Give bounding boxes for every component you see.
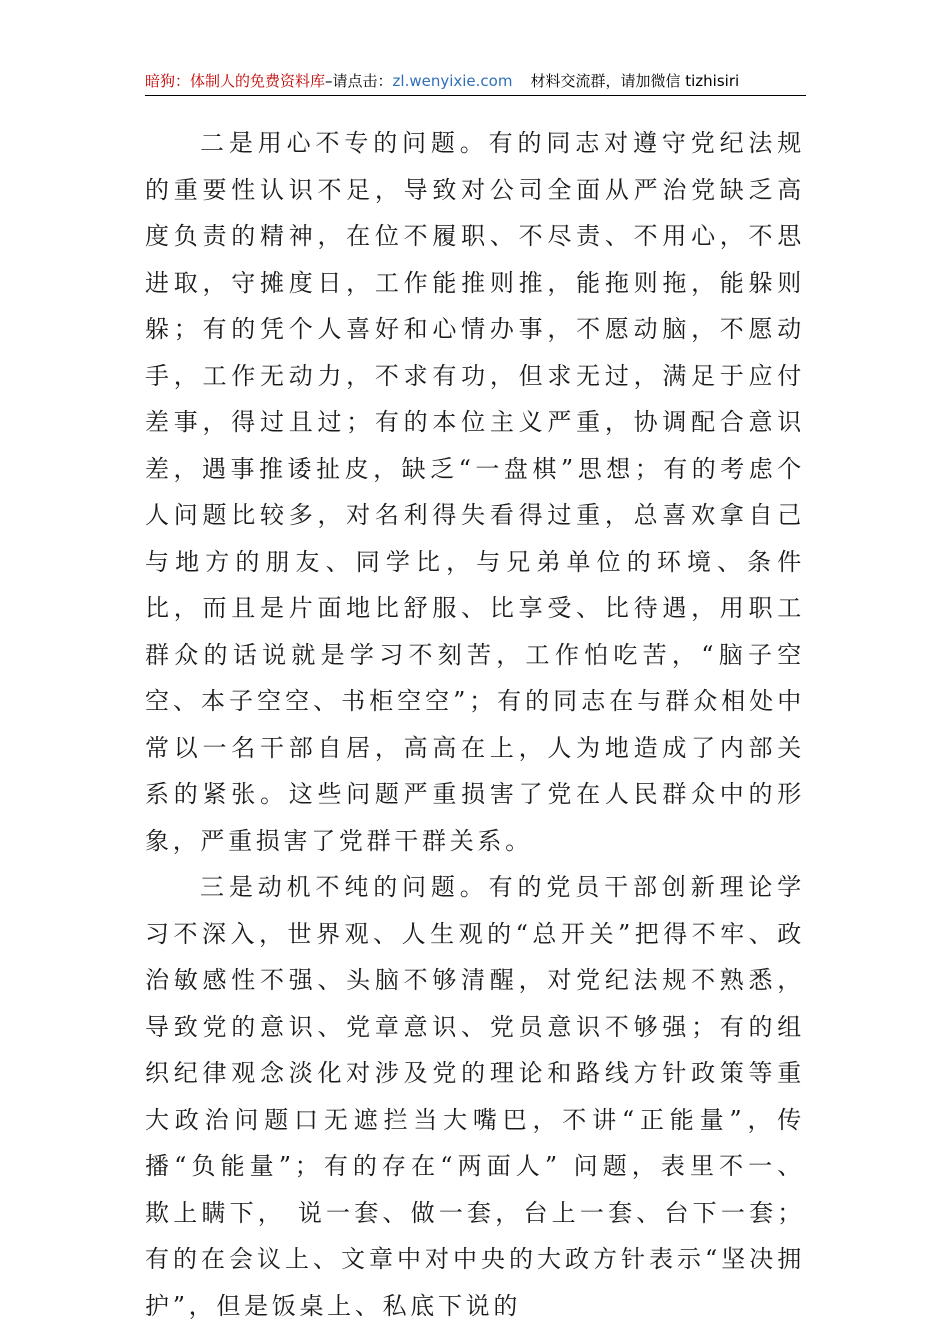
paragraph-3: 三是动机不纯的问题。有的党员干部创新理论学习不深入，世界观、人生观的“总开关”把得不牢、政治敏感性不强、头脑不够清醒，对党纪法规不熟悉，导致党的意识、党章意识、党员意识不够强；有的组织纪律观念淡化对涉及党的理论和路线方针政策等重大政治问题口无遮拦当大嘴巴，不讲“正能量”，传播“负能量”；有的存在“两面人” 问题，表里不一、 欺上瞒下， 说一套、做一套，台上一套、台下一套；有的在会议上、文章中对中央的大政方针表示“坚决拥护”，但是饭桌上、私底下说的 (145, 873, 805, 1320)
page-header (145, 66, 806, 96)
header-prompt: –请点击： (325, 72, 393, 90)
header-contact: 材料交流群，请加微信 tizhisiri (530, 72, 740, 90)
header-link[interactable]: zl.wenyixie.com (392, 72, 513, 90)
header-divider (145, 95, 806, 96)
document-body (145, 120, 805, 1329)
header-brand: 暗狗：体制人的免费资料库 (145, 72, 326, 90)
paragraph-2: 二是用心不专的问题。有的同志对遵守党纪法规的重要性认识不足，导致对公司全面从严治党缺乏高度负责的精神，在位不履职、不尽责、不用心，不思进取，守摊度日，工作能推则推，能拖则拖，能躲则躲；有的凭个人喜好和心情办事，不愿动脑，不愿动手，工作无动力，不求有功，但求无过，满足于应付差事，得过且过；有的本位主义严重，协调配合意识差，遇事推诿扯皮，缺乏“一盘棋”思想；有的考虑个人问题比较多，对名利得失看得过重，总喜欢拿自己与地方的朋友、同学比，与兄弟单位的环境、条件比，而且是片面地比舒服、比享受、比待遇，用职工群众的话说就是学习不刻苦，工作怕吃苦，“脑子空空、本子空空、书柜空空”；有的同志在与群众相处中常以一名干部自居，高高在上，人为地造成了内部关系的紧张。这些问题严重损害了党在人民群众中的形象，严重损害了党群干群关系。 (145, 129, 805, 855)
